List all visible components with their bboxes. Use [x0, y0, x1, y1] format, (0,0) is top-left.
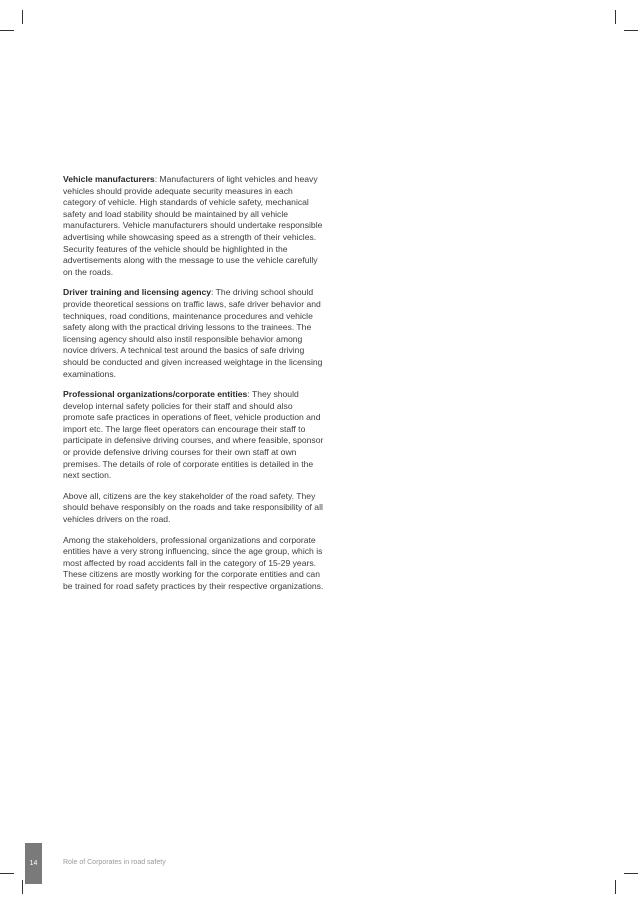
- paragraph-text: Among the stakeholders, professional organizations and corporate entities have a very strong influencing, since the age group, which is most affected by road accidents fall in the category of 15-29 years. These citizens are mostly working for the corporate entities and can be trained for road safety practices by their respective organizations.: [63, 534, 324, 591]
- paragraph-professional-organizations: [63, 389, 325, 482]
- running-footer-title: Role of Corporates in road safety: [63, 859, 166, 866]
- crop-mark-bottom-left-v: [22, 880, 23, 894]
- page-number-tab: [25, 843, 42, 884]
- crop-mark-top-left-v: [22, 10, 23, 24]
- paragraph-heading: Vehicle manufacturers: [63, 174, 155, 184]
- body-text: [63, 174, 325, 602]
- crop-mark-top-right-v: [615, 10, 616, 24]
- paragraph-text: : Manufacturers of light vehicles and heavy vehicles should provide adequate security measures in each category of vehicle. High standards of vehicle safety, mechanical safety and load stability should be maintained by all vehicle manufacturers. Vehicle manufacturers should undertake responsible advertising while showcasing speed as a strength of their vehicles. Security features of the vehicle should be highlighted in the advertisements along with the message to use the vehicle carefully on the roads.: [63, 174, 323, 277]
- crop-mark-top-left-h: [0, 30, 14, 31]
- paragraph-driver-training: [63, 287, 325, 380]
- paragraph-heading: Professional organizations/corporate entities: [63, 389, 248, 400]
- paragraph-heading: Driver training and licensing agency: [63, 287, 212, 298]
- paragraph-citizens: [63, 491, 325, 526]
- paragraph-vehicle-manufacturers: [63, 174, 325, 278]
- paragraph-text: : They should develop internal safety policies for their staff and should also promote safe practices in operations of fleet, vehicle production and import etc. The large fleet operators can encourage their staff to participate in defensive driving courses, and where feasible, sponsor or provide defensive driving courses for their own staff at own premises. The details of role of corporate entities is detailed in the next section.: [63, 389, 324, 481]
- paragraph-stakeholders: [63, 535, 325, 593]
- crop-mark-bottom-right-v: [615, 880, 616, 894]
- crop-mark-bottom-left-h: [0, 873, 14, 874]
- crop-mark-bottom-right-h: [624, 873, 638, 874]
- page-number: 14: [29, 860, 38, 867]
- paragraph-text: : The driving school should provide theoretical sessions on traffic laws, safe driver behavior and techniques, road conditions, maintenance procedures and vehicle safety along with the practical driving lessons to the trainees. The licensing agency should also instil responsible behavior among novice drivers. A technical test around the basics of safe driving should be conducted and given increased weightage in the licensing examinations.: [63, 287, 323, 379]
- crop-mark-top-right-h: [624, 30, 638, 31]
- paragraph-text: Above all, citizens are the key stakeholder of the road safety. They should behave responsibly on the roads and take responsibility of all vehicles drivers on the road.: [63, 490, 323, 525]
